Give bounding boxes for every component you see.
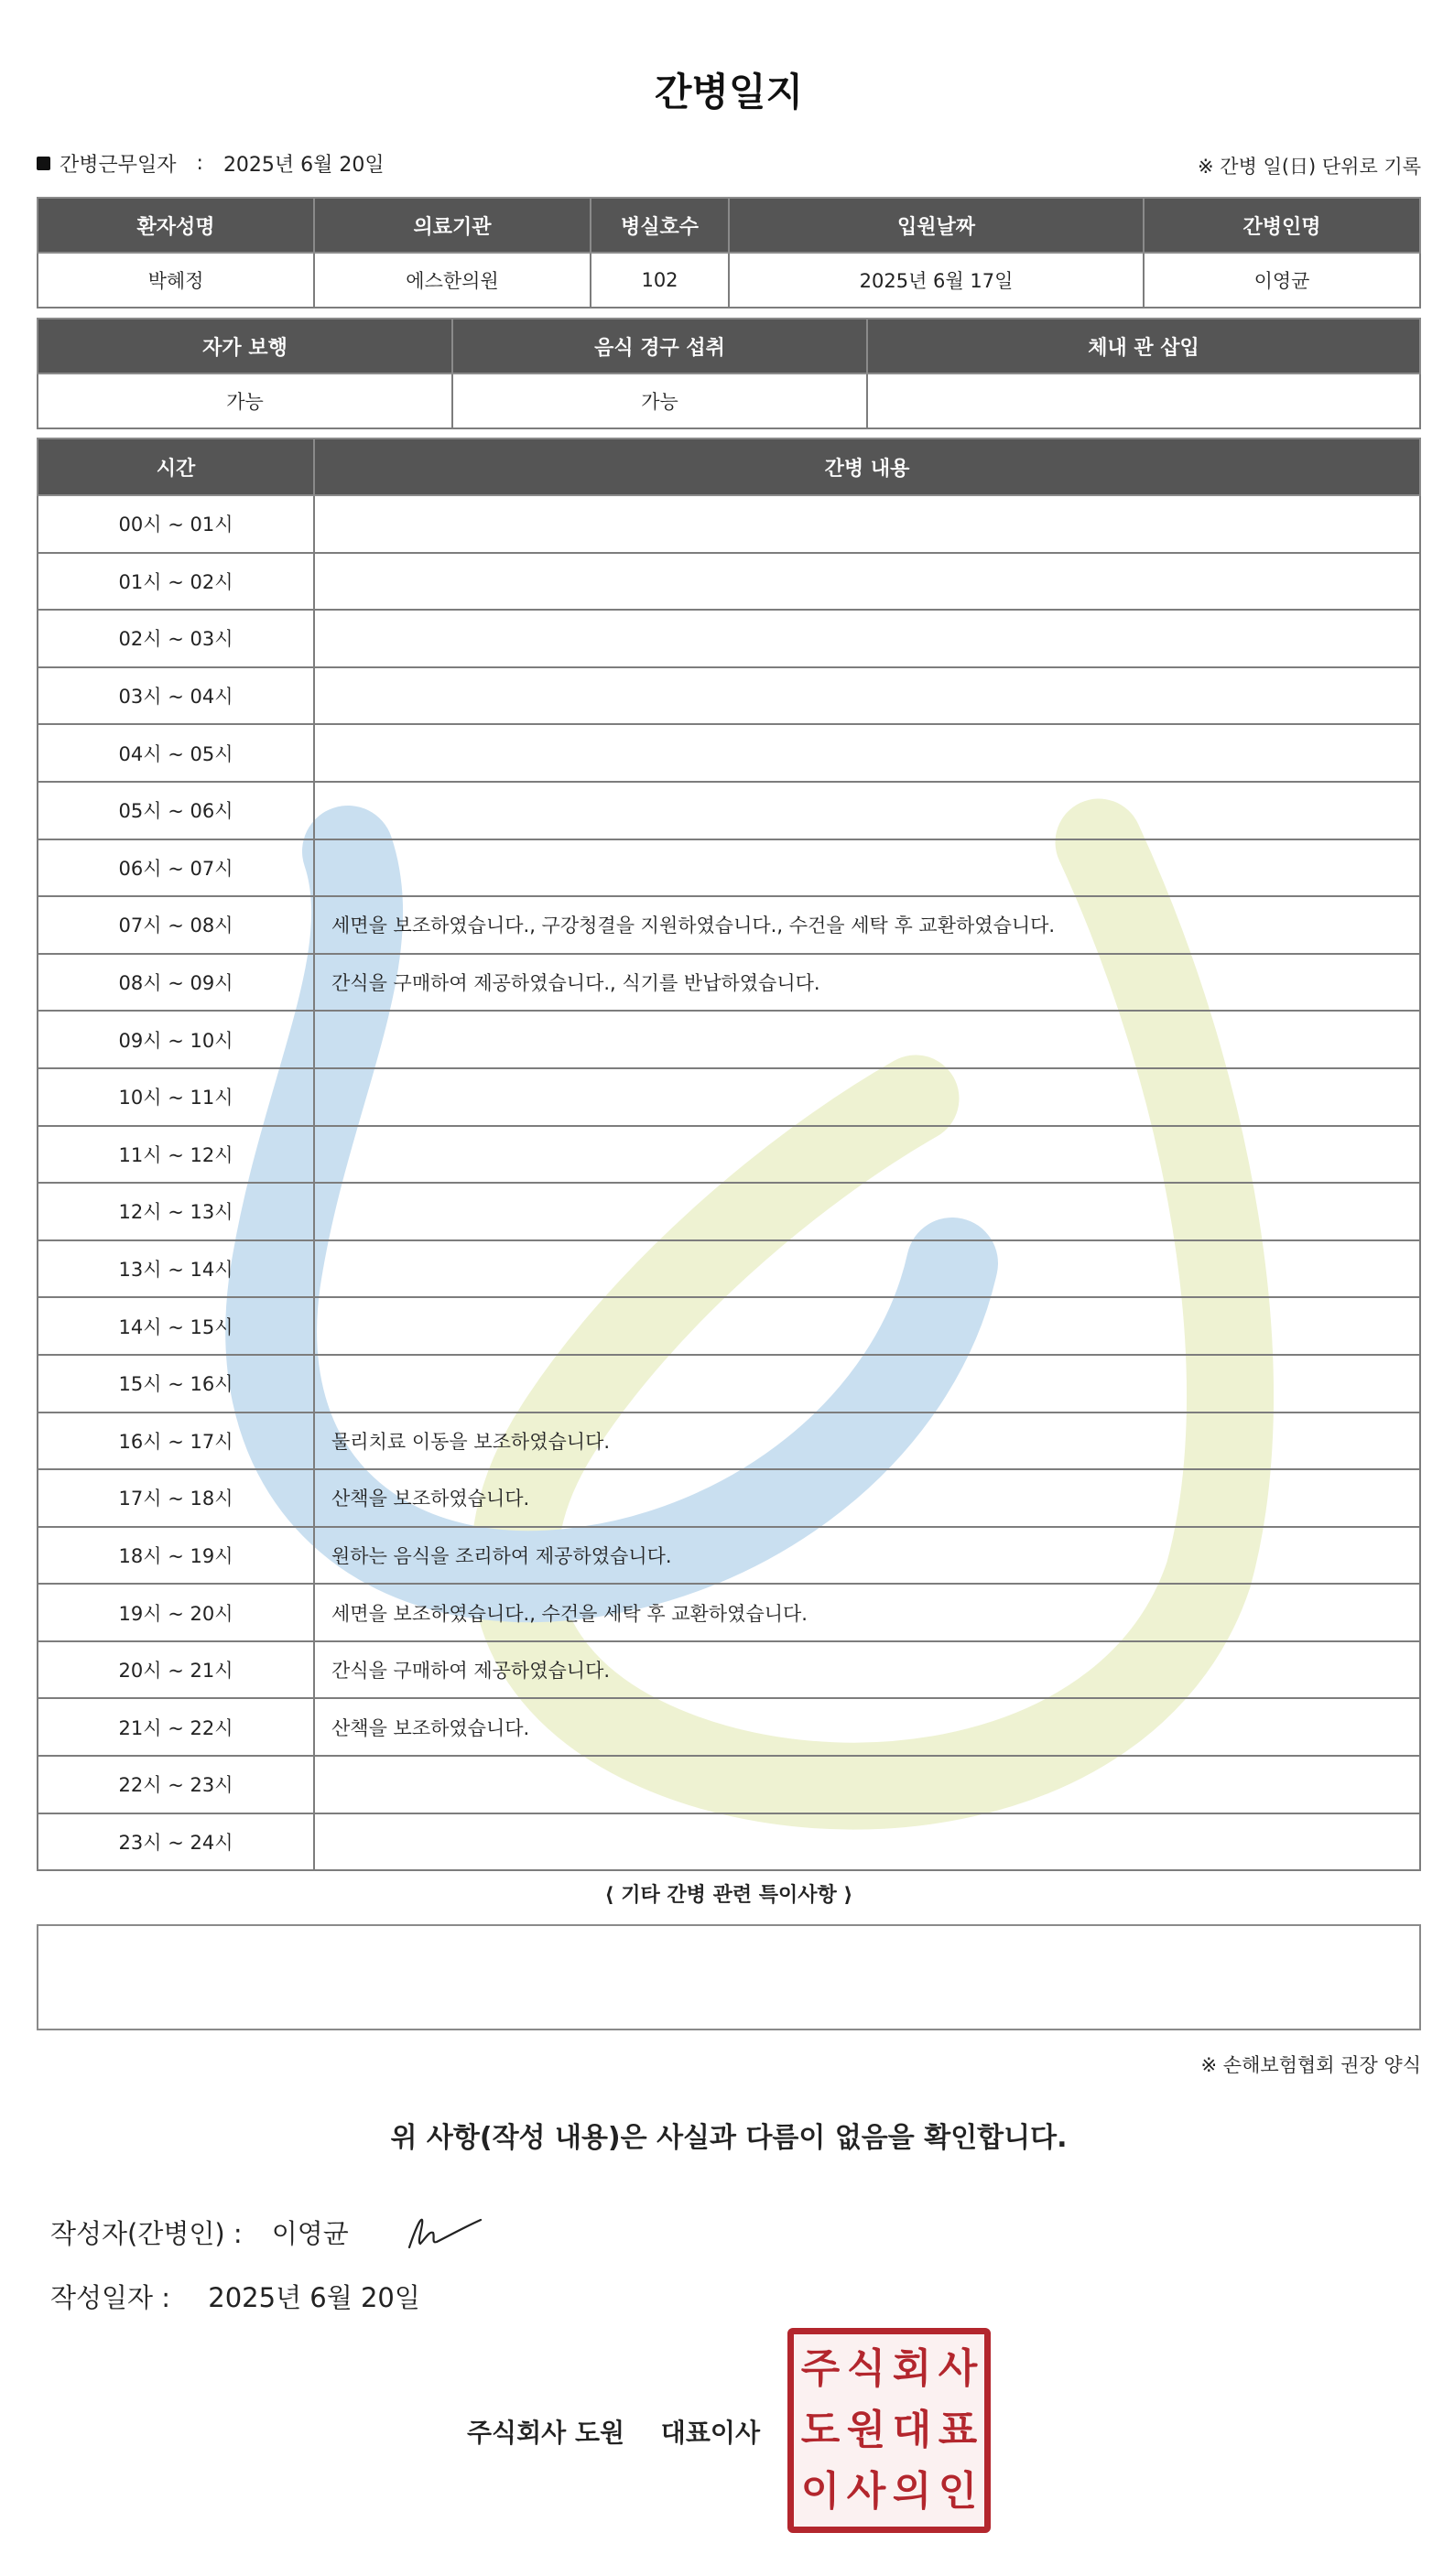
log-row: [38, 610, 1420, 667]
patient-info-header-row: [38, 198, 1420, 253]
seal-char: 인: [938, 2468, 978, 2516]
log-time: 13시 ~ 14시: [38, 1240, 314, 1298]
written-date-value: 2025년 6월 20일: [208, 2282, 420, 2313]
log-content: 물리치료 이동을 보조하였습니다.: [314, 1412, 1420, 1470]
log-row: [38, 1011, 1420, 1068]
log-time: 01시 ~ 02시: [38, 553, 314, 611]
work-date-value: 2025년 6월 20일: [222, 154, 385, 177]
self-walking-value: 가능: [38, 373, 452, 428]
log-time: 02시 ~ 03시: [38, 610, 314, 667]
log-row: [38, 1068, 1420, 1126]
log-row: [38, 1756, 1420, 1813]
log-row: [38, 1641, 1420, 1699]
company-representative: 대표이사: [660, 2418, 760, 2448]
header-hospital: 의료기관: [314, 198, 591, 253]
admission-date: 2025년 6월 17일: [729, 253, 1144, 308]
seal-char: 이: [800, 2468, 841, 2516]
log-content: 간식을 구매하여 제공하였습니다.: [314, 1641, 1420, 1699]
log-time: 21시 ~ 22시: [38, 1698, 314, 1756]
work-date-colon: :: [196, 152, 203, 175]
signature-icon: [404, 2211, 486, 2253]
log-row: [38, 667, 1420, 725]
log-time: 07시 ~ 08시: [38, 896, 314, 954]
log-content: [314, 1813, 1420, 1871]
log-time: 03시 ~ 04시: [38, 667, 314, 725]
log-content: [314, 724, 1420, 782]
log-header-row: [38, 438, 1420, 495]
seal-char: 표: [938, 2406, 978, 2453]
log-row: [38, 782, 1420, 839]
log-row: [38, 1183, 1420, 1240]
log-time: 10시 ~ 11시: [38, 1068, 314, 1126]
seal-char: 사: [938, 2344, 978, 2392]
status-value-row: [38, 373, 1420, 428]
tube-insertion-value: [867, 373, 1420, 428]
log-content: 세면을 보조하였습니다., 수건을 세탁 후 교환하였습니다.: [314, 1584, 1420, 1641]
log-content: 간식을 구매하여 제공하였습니다., 식기를 반납하였습니다.: [314, 954, 1420, 1012]
header-care-content: 간병 내용: [314, 438, 1420, 495]
work-date-label: 간병근무일자: [60, 154, 177, 177]
work-date: [37, 149, 385, 178]
remarks-box: [37, 1924, 1421, 2030]
log-row: [38, 1527, 1420, 1585]
log-row: [38, 1297, 1420, 1355]
log-content: [314, 1183, 1420, 1240]
header-caregiver-name: 간병인명: [1144, 198, 1420, 253]
log-time: 14시 ~ 15시: [38, 1297, 314, 1355]
log-time: 20시 ~ 21시: [38, 1641, 314, 1699]
log-time: 09시 ~ 10시: [38, 1011, 314, 1068]
header-time: 시간: [38, 438, 314, 495]
log-content: [314, 667, 1420, 725]
patient-name: 박혜정: [38, 253, 314, 308]
confirmation-statement: 위 사항(작성 내용)은 사실과 다름이 없음을 확인합니다.: [390, 2122, 1068, 2154]
patient-info-table: [37, 197, 1421, 308]
log-content: [314, 610, 1420, 667]
hospital-name: 에스한의원: [314, 253, 591, 308]
log-content: 산책을 보조하였습니다.: [314, 1469, 1420, 1527]
log-row: [38, 495, 1420, 553]
company-seal-stamp: [787, 2328, 991, 2533]
log-row: [38, 553, 1420, 611]
log-content: [314, 553, 1420, 611]
seal-char: 사: [846, 2468, 886, 2516]
patient-status-table: [37, 318, 1421, 429]
log-row: [38, 1240, 1420, 1298]
square-bullet-icon: [37, 157, 50, 170]
unit-note: ※ 간병 일(日) 단위로 기록: [1198, 156, 1421, 178]
caregiver-name: 이영균: [1144, 253, 1420, 308]
log-time: 23시 ~ 24시: [38, 1813, 314, 1871]
log-content: [314, 1011, 1420, 1068]
log-row: [38, 896, 1420, 954]
log-content: [314, 1068, 1420, 1126]
status-header-row: [38, 319, 1420, 373]
log-time: 08시 ~ 09시: [38, 954, 314, 1012]
log-content: 원하는 음식을 조리하여 제공하였습니다.: [314, 1527, 1420, 1585]
writer-name: 이영균: [271, 2217, 349, 2249]
log-content: [314, 839, 1420, 897]
oral-intake-value: 가능: [452, 373, 867, 428]
header-self-walking: 자가 보행: [38, 319, 452, 373]
header-patient-name: 환자성명: [38, 198, 314, 253]
patient-info-value-row: [38, 253, 1420, 308]
log-time: 15시 ~ 16시: [38, 1355, 314, 1412]
seal-char: 주: [800, 2344, 841, 2392]
log-time: 18시 ~ 19시: [38, 1527, 314, 1585]
remarks-title: ⟨ 기타 간병 관련 특이사항 ⟩: [604, 1884, 853, 1907]
log-row: [38, 1126, 1420, 1184]
written-date-line: [50, 2278, 420, 2315]
log-content: [314, 495, 1420, 553]
seal-char: 식: [846, 2344, 886, 2392]
log-content: 산책을 보조하였습니다.: [314, 1698, 1420, 1756]
writer-label: 작성자(간병인) :: [50, 2217, 243, 2249]
form-note: ※ 손해보험협회 권장 양식: [1200, 2054, 1421, 2076]
log-content: [314, 1297, 1420, 1355]
log-row: [38, 1412, 1420, 1470]
log-content: 세면을 보조하였습니다., 구강청결을 지원하였습니다., 수건을 세탁 후 교환하였습니다.: [314, 896, 1420, 954]
log-row: [38, 1584, 1420, 1641]
header-room: 병실호수: [591, 198, 729, 253]
log-time: 12시 ~ 13시: [38, 1183, 314, 1240]
company-name: 주식회사 도원: [467, 2418, 625, 2448]
log-content: [314, 1240, 1420, 1298]
page-title: 간병일지: [654, 70, 804, 114]
log-content: [314, 1756, 1420, 1813]
header-tube-insertion: 체내 관 삽입: [867, 319, 1420, 373]
log-time: 05시 ~ 06시: [38, 782, 314, 839]
written-date-label: 작성일자 :: [50, 2282, 171, 2313]
log-time: 22시 ~ 23시: [38, 1756, 314, 1813]
seal-char: 도: [800, 2406, 841, 2453]
log-time: 17시 ~ 18시: [38, 1469, 314, 1527]
header-oral-intake: 음식 경구 섭취: [452, 319, 867, 373]
log-time: 04시 ~ 05시: [38, 724, 314, 782]
log-row: [38, 724, 1420, 782]
seal-char: 의: [892, 2468, 932, 2516]
writer-line: [50, 2211, 486, 2253]
log-row: [38, 954, 1420, 1012]
log-content: [314, 1355, 1420, 1412]
log-time: 06시 ~ 07시: [38, 839, 314, 897]
log-row: [38, 1355, 1420, 1412]
log-time: 11시 ~ 12시: [38, 1126, 314, 1184]
header-admission-date: 입원날짜: [729, 198, 1144, 253]
room-number: 102: [591, 253, 729, 308]
seal-char: 대: [892, 2406, 932, 2453]
log-row: [38, 1813, 1420, 1871]
log-time: 19시 ~ 20시: [38, 1584, 314, 1641]
log-row: [38, 1698, 1420, 1756]
log-content: [314, 1126, 1420, 1184]
log-content: [314, 782, 1420, 839]
seal-char: 회: [892, 2344, 932, 2392]
seal-char: 원: [846, 2406, 886, 2453]
log-row: [38, 1469, 1420, 1527]
log-time: 16시 ~ 17시: [38, 1412, 314, 1470]
hourly-log-table: [37, 438, 1421, 1871]
log-time: 00시 ~ 01시: [38, 495, 314, 553]
company-line: [467, 2413, 760, 2450]
log-row: [38, 839, 1420, 897]
